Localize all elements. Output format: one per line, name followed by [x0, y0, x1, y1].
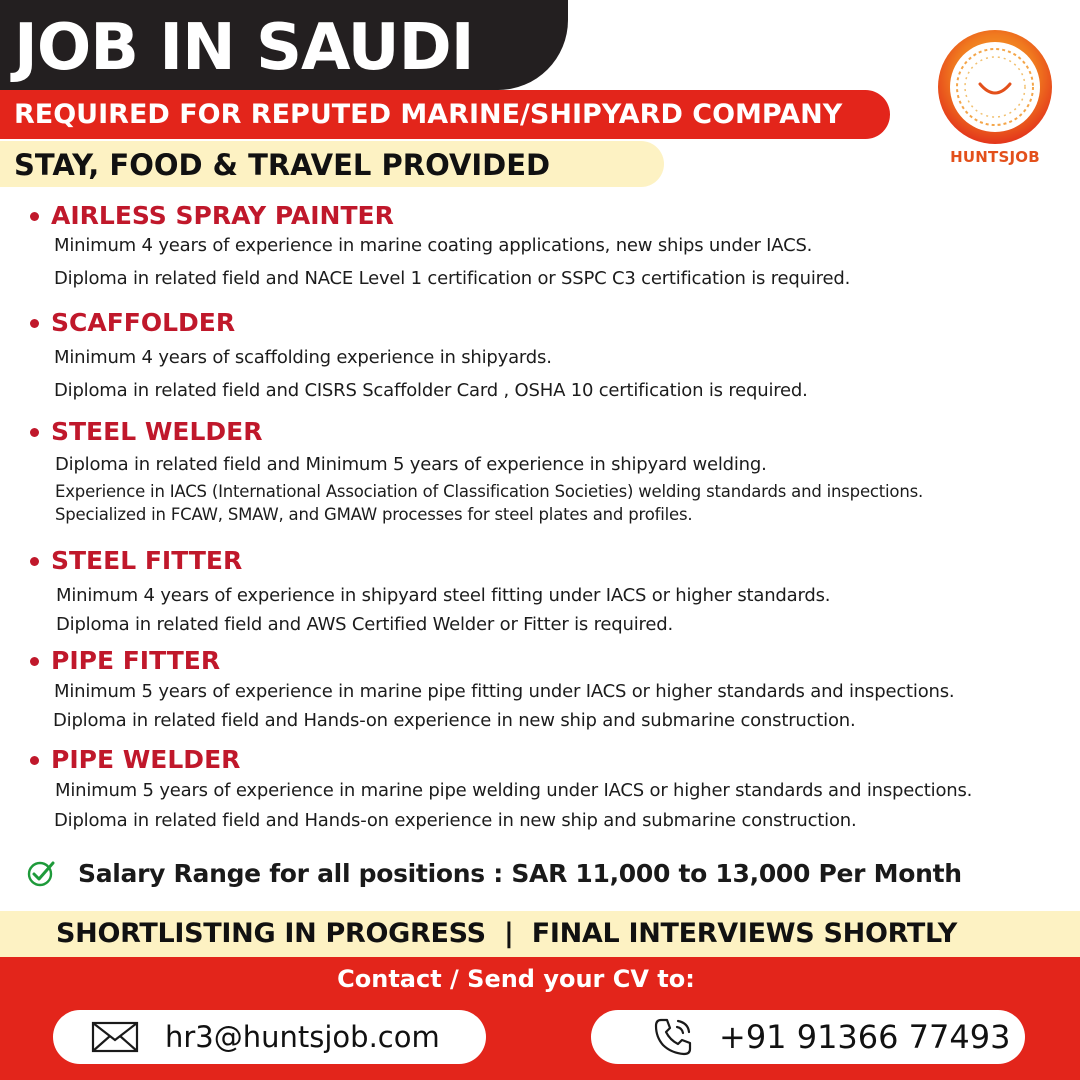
bullet-icon — [30, 657, 39, 666]
salary-text: Salary Range for all positions : SAR 11,000 to 13,000 Per Month — [78, 858, 962, 888]
huntsjob-logo-icon — [936, 28, 1054, 146]
job-description-line: Specialized in FCAW, SMAW, and GMAW processes for steel plates and profiles. — [55, 505, 693, 524]
page-title: JOB IN SAUDI — [14, 11, 474, 85]
phone-icon — [651, 1015, 695, 1059]
job-scaffolder — [30, 307, 808, 401]
bullet-icon — [30, 212, 39, 221]
job-title: SCAFFOLDER — [51, 308, 236, 337]
job-title: PIPE FITTER — [51, 646, 221, 675]
bullet-icon — [30, 428, 39, 437]
logo-name: HUNTSJOB — [950, 148, 1040, 166]
job-description-line: Diploma in related field and CISRS Scaffolder Card , OSHA 10 certification is required. — [54, 380, 808, 401]
email-address[interactable]: hr3@huntsjob.com — [165, 1020, 440, 1054]
email-pill[interactable] — [53, 1010, 486, 1064]
job-description-line: Minimum 4 years of scaffolding experience in shipyards. — [54, 347, 552, 368]
job-description-line: Diploma in related field and AWS Certified Welder or Fitter is required. — [56, 614, 673, 635]
job-description-line: Minimum 5 years of experience in marine pipe fitting under IACS or higher standards and inspections. — [54, 681, 955, 702]
benefits-text: STAY, FOOD & TRAVEL PROVIDED — [14, 148, 551, 182]
job-description-line: Diploma in related field and Hands-on experience in new ship and submarine construction. — [54, 810, 857, 831]
job-description-line: Minimum 4 years of experience in marine coating applications, new ships under IACS. — [54, 235, 813, 256]
job-title: STEEL WELDER — [51, 417, 263, 446]
job-title: AIRLESS SPRAY PAINTER — [51, 201, 394, 230]
job-description-line: Diploma in related field and Minimum 5 years of experience in shipyard welding. — [55, 454, 767, 475]
job-steel-fitter — [30, 545, 830, 635]
bullet-icon — [30, 557, 39, 566]
job-pipe-welder — [30, 744, 972, 831]
job-description-line: Diploma in related field and Hands-on experience in new ship and submarine construction. — [53, 710, 856, 731]
job-pipe-fitter — [30, 645, 954, 731]
job-description-line: Minimum 4 years of experience in shipyard steel fitting under IACS or higher standards. — [56, 585, 831, 606]
contact-label: Contact / Send your CV to: — [337, 965, 695, 993]
status-text: SHORTLISTING IN PROGRESS | FINAL INTERVIEWS SHORTLY — [56, 918, 957, 949]
salary-row — [26, 858, 962, 888]
job-description-line: Experience in IACS (International Association of Classification Societies) welding standards and inspections. — [55, 482, 924, 501]
phone-pill[interactable] — [591, 1010, 1025, 1064]
check-circle-icon — [26, 858, 56, 888]
envelope-icon — [91, 1020, 139, 1054]
phone-number[interactable]: +91 91366 77493 — [719, 1018, 1011, 1056]
bullet-icon — [30, 319, 39, 328]
bullet-icon — [30, 756, 39, 765]
job-title: PIPE WELDER — [51, 745, 241, 774]
job-airless-spray-painter — [30, 200, 850, 289]
job-title: STEEL FITTER — [51, 546, 243, 575]
job-steel-welder — [30, 416, 923, 524]
job-description-line: Minimum 5 years of experience in marine pipe welding under IACS or higher standards and inspections. — [55, 780, 973, 801]
job-description-line: Diploma in related field and NACE Level 1 certification or SSPC C3 certification is required. — [54, 268, 851, 289]
subtitle: REQUIRED FOR REPUTED MARINE/SHIPYARD COMPANY — [14, 99, 843, 130]
